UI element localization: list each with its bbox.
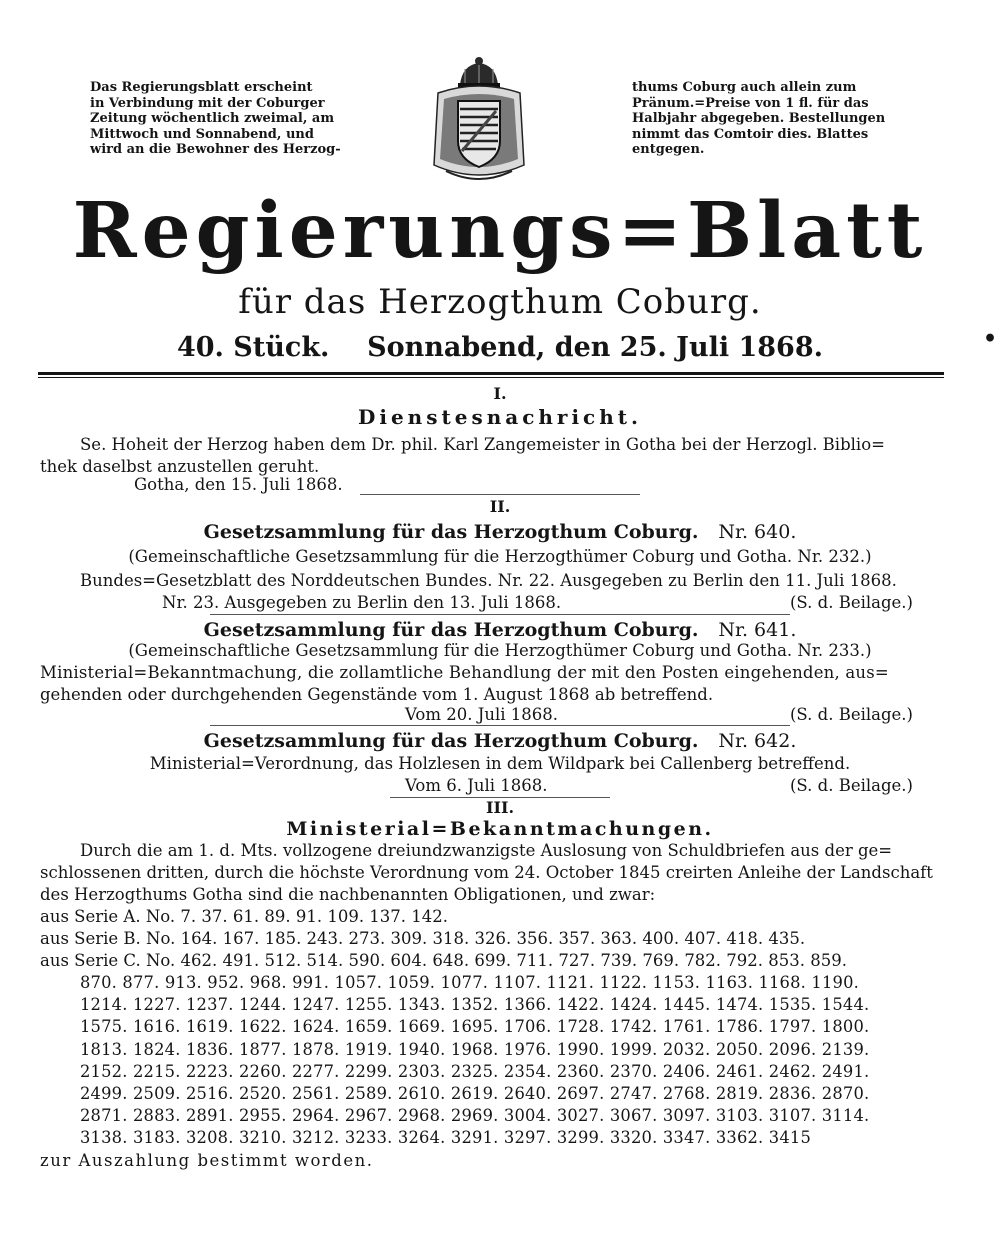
section3-series-c: aus Serie C. No. 462. 491. 512. 514. 590. 604. 648. 699. 711. 727. 739. 769. 782. 792. 853. 859. <box>40 951 848 970</box>
issue-date: Sonnabend, den 25. Juli 1868. <box>367 332 824 363</box>
block2-line-2: gehenden oder durchgehenden Gegenstände vom 1. August 1868 ab betreffend. <box>40 685 714 704</box>
block1-heading: Gesetzsammlung für das Herzogthum Coburg. <box>203 521 699 543</box>
block2-date: Vom 20. Juli 1868. <box>405 705 558 724</box>
issue-line <box>0 330 1000 366</box>
block2-note: (S. d. Beilage.) <box>790 705 913 724</box>
block1-heading-line <box>0 519 1000 545</box>
block1-nr: Nr. 640. <box>718 521 797 543</box>
divider <box>360 494 640 495</box>
section-heading-1: Dienstesnachricht. <box>358 405 642 429</box>
block3-heading: Gesetzsammlung für das Herzogthum Coburg. <box>203 730 699 752</box>
block2-nr: Nr. 641. <box>718 619 797 641</box>
section1-line-1: Se. Hoheit der Herzog haben dem Dr. phil. Karl Zangemeister in Gotha bei der Herzogl. Biblio= <box>80 435 885 454</box>
block3-line-1: Ministerial=Verordnung, das Holzlesen in dem Wildpark bei Callenberg betreffend. <box>149 754 851 773</box>
block3-date: Vom 6. Juli 1868. <box>405 776 548 795</box>
block2-line-1: Ministerial=Bekanntmachung, die zollamtliche Behandlung der mit den Posten eingehenden, aus= <box>40 663 889 682</box>
section3-series-b: aus Serie B. No. 164. 167. 185. 243. 273. 309. 318. 326. 356. 357. 363. 400. 407. 418. 435. <box>40 929 806 948</box>
number-row: 870. 877. 913. 952. 968. 991. 1057. 1059. 1077. 1107. 1121. 1122. 1153. 1163. 1168. 1190. <box>80 973 860 992</box>
section3-line-3: des Herzogthums Gotha sind die nachbenannten Obligationen, und zwar: <box>40 885 656 904</box>
block1-sub: (Gemeinschaftliche Gesetzsammlung für die Herzogthümer Coburg und Gotha. Nr. 232.) <box>128 547 872 566</box>
block3-heading-line <box>0 728 1000 754</box>
section-numeral-2: II. <box>489 497 511 516</box>
section3-closing: zur Auszahlung bestimmt worden. <box>40 1151 374 1170</box>
header-right-note: thums Coburg auch allein zum Pränum.=Preise von 1 fl. für das Halbjahr abgegeben. Bestellungen nimmt das Comtoir dies. Blattes entgegen. <box>632 80 886 157</box>
obligation-number-list <box>80 972 869 1150</box>
masthead-subtitle: für das Herzogthum Coburg. <box>238 282 762 322</box>
masthead-rule-thin <box>38 377 944 378</box>
section-heading-3: Ministerial=Bekanntmachungen. <box>286 818 714 840</box>
header-left-note: Das Regierungsblatt erscheint in Verbindung mit der Coburger Zeitung wöchentlich zweimal, am Mittwoch und Sonnabend, und wird an die Bewohner des Herzog- <box>90 80 341 157</box>
block1-line-1: Bundes=Gesetzblatt des Norddeutschen Bundes. Nr. 22. Ausgegeben zu Berlin den 11. Juli 1868. <box>80 571 897 590</box>
ducal-crest-emblem <box>432 55 526 189</box>
section1-line-2: thek daselbst anzustellen geruht. <box>40 457 320 476</box>
number-row: 2152. 2215. 2223. 2260. 2277. 2299. 2303. 2325. 2354. 2360. 2370. 2406. 2461. 2462. 2491. <box>80 1061 870 1081</box>
number-row: 2499. 2509. 2516. 2520. 2561. 2589. 2610. 2619. 2640. 2697. 2747. 2768. 2819. 2836. 2870. <box>80 1084 870 1104</box>
section1-signature: Gotha, den 15. Juli 1868. <box>134 475 343 494</box>
number-row: 1813. 1824. 1836. 1877. 1878. 1919. 1940. 1968. 1976. 1990. 1999. 2032. 2050. 2096. 2139. <box>80 1039 870 1059</box>
number-row: 2871. 2883. 2891. 2955. 2964. 2967. 2968. 2969. 3004. 3027. 3067. 3097. 3103. 3107. 3114. <box>80 1106 870 1126</box>
block1-note: (S. d. Beilage.) <box>790 593 913 612</box>
section-numeral-1: I. <box>493 384 507 403</box>
block2-heading: Gesetzsammlung für das Herzogthum Coburg. <box>203 619 699 641</box>
issue-number: 40. Stück. <box>176 332 330 363</box>
section3-line-2: schlossenen dritten, durch die höchste Verordnung vom 24. October 1845 creirten Anleihe der Landschaft <box>40 863 933 882</box>
section-numeral-3: III. <box>485 798 515 817</box>
block2-sub: (Gemeinschaftliche Gesetzsammlung für die Herzogthümer Coburg und Gotha. Nr. 233.) <box>128 641 872 660</box>
masthead-rule-thick <box>38 372 944 375</box>
block3-nr: Nr. 642. <box>718 730 797 752</box>
number-row: 1214. 1227. 1237. 1244. 1247. 1255. 1343. 1352. 1366. 1422. 1424. 1445. 1474. 1535. 1544. <box>80 995 870 1015</box>
block1-line-2: Nr. 23. Ausgegeben zu Berlin den 13. Juli 1868. <box>162 593 562 612</box>
divider <box>210 614 790 615</box>
number-row: 3138. 3183. 3208. 3210. 3212. 3233. 3264. 3291. 3297. 3299. 3320. 3347. 3362. 3415 <box>80 1128 812 1148</box>
masthead-title: Regierungs=Blatt <box>72 186 928 276</box>
section3-series-a: aus Serie A. No. 7. 37. 61. 89. 91. 109. 137. 142. <box>40 907 449 926</box>
block3-note: (S. d. Beilage.) <box>790 776 913 795</box>
number-row: 1575. 1616. 1619. 1622. 1624. 1659. 1669. 1695. 1706. 1728. 1742. 1761. 1786. 1797. 1800. <box>80 1017 870 1037</box>
section3-line-1: Durch die am 1. d. Mts. vollzogene dreiundzwanzigste Auslosung von Schuldbriefen aus der ge= <box>80 841 893 860</box>
ornament-dot: • <box>983 326 998 352</box>
divider <box>210 725 790 726</box>
